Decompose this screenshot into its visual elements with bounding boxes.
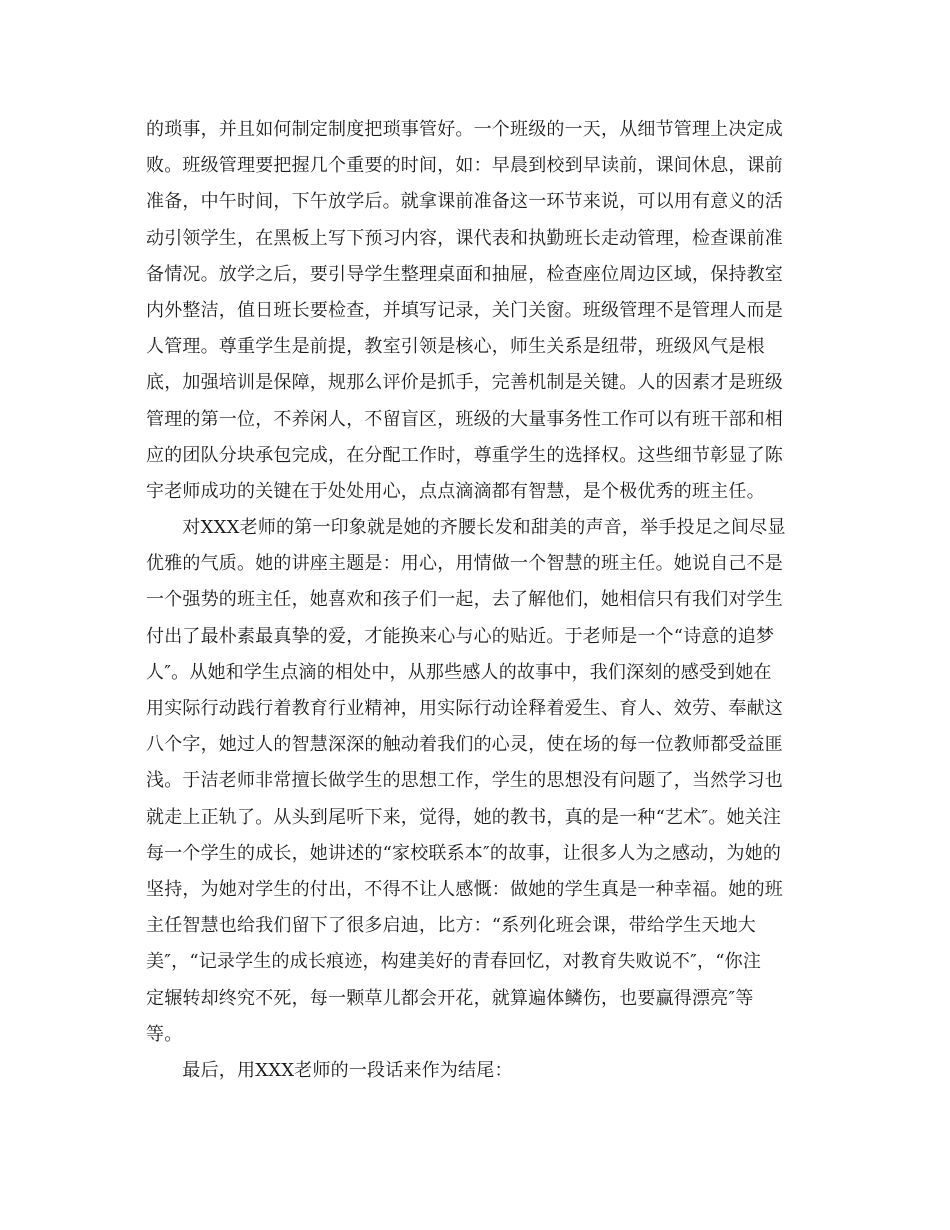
text-line: 每一个学生的成长，她讲述的“家校联系本″的故事，让很多人为之感动，为她的 bbox=[146, 842, 782, 864]
text-line: 一个强势的班主任，她喜欢和孩子们一起，去了解他们，她相信只有我们对学生 bbox=[146, 589, 783, 611]
text-line: 用实际行动践行着教育行业精神，用实际行动诠释着爱生、育人、效劳、奉献这 bbox=[146, 698, 783, 719]
text-line: 优雅的气质。她的讲座主题是：用心，用情做一个智慧的班主任。她说自己不是 bbox=[146, 553, 783, 575]
text-line: 应的团队分块承包完成，在分配工作时，尊重学生的选择权。这些细节彰显了陈 bbox=[146, 444, 783, 466]
document-body bbox=[146, 112, 806, 1089]
text-line: 的琐事，并且如何制定制度把琐事管好。一个班级的一天，从细节管理上决定成 bbox=[146, 119, 783, 140]
text-line: 主任智慧也给我们留下了很多启迪，比方：“系列化班会课，带给学生天地大 bbox=[146, 915, 756, 937]
text-line: 备情况。放学之后，要引导学生整理桌面和抽屉，检查座位周边区域，保持教室 bbox=[146, 263, 783, 285]
text-line: 准备，中午时间，下午放学后。就拿课前准备这一环节来说，可以用有意义的活 bbox=[146, 191, 783, 213]
text-line: 就走上正轨了。从头到尾听下来，觉得，她的教书，真的是一种“艺术″。她关注 bbox=[146, 806, 782, 828]
paragraph-2 bbox=[146, 510, 806, 1053]
paragraph-3 bbox=[146, 1053, 806, 1089]
text-line: 最后，用XXX老师的一段话来作为结尾： bbox=[146, 1059, 513, 1081]
text-line: 坚持，为她对学生的付出，不得不让人感慨：做她的学生真是一种幸福。她的班 bbox=[146, 878, 783, 900]
text-line: 管理的第一位，不养闲人，不留盲区，班级的大量事务性工作可以有班干部和相 bbox=[146, 408, 783, 430]
text-line: 动引领学生，在黑板上写下预习内容，课代表和执勤班长走动管理，检查课前准 bbox=[146, 227, 783, 249]
text-line: 付出了最朴素最真挚的爱，才能换来心与心的贴近。于老师是一个“诗意的追梦 bbox=[146, 625, 775, 647]
text-line: 人″。从她和学生点滴的相处中，从那些感人的故事中，我们深刻的感受到她在 bbox=[146, 661, 772, 683]
text-line: 败。班级管理要把握几个重要的时间，如：早晨到校到早读前，课间休息，课前 bbox=[146, 155, 783, 177]
text-line: 宇老师成功的关键在于处处用心，点点滴滴都有智慧，是个极优秀的班主任。 bbox=[146, 480, 765, 502]
text-line: 美″，“记录学生的成长痕迹，构建美好的青春回忆，对教育失败说不″，“你注 bbox=[146, 951, 762, 973]
text-line: 人管理。尊重学生是前提，教室引领是核心，师生关系是纽带，班级风气是根 bbox=[146, 336, 765, 358]
text-line: 八个字，她过人的智慧深深的触动着我们的心灵，使在场的每一位教师都受益匪 bbox=[146, 734, 783, 756]
text-line: 内外整洁，值日班长要检查，并填写记录，关门关窗。班级管理不是管理人而是 bbox=[146, 299, 783, 321]
paragraph-1 bbox=[146, 112, 806, 510]
text-line: 定辗转却终究不死，每一颗草儿都会开花，就算遍体鳞伤，也要赢得漂亮″等 bbox=[146, 987, 754, 1009]
text-line: 底，加强培训是保障，规那么评价是抓手，完善机制是关键。人的因素才是班级 bbox=[146, 372, 783, 394]
text-line: 浅。于洁老师非常擅长做学生的思想工作，学生的思想没有问题了，当然学习也 bbox=[146, 770, 783, 792]
text-line: 对XXX老师的第一印象就是她的齐腰长发和甜美的声音，举手投足之间尽显 bbox=[146, 517, 786, 539]
text-line: 等。 bbox=[146, 1023, 183, 1045]
